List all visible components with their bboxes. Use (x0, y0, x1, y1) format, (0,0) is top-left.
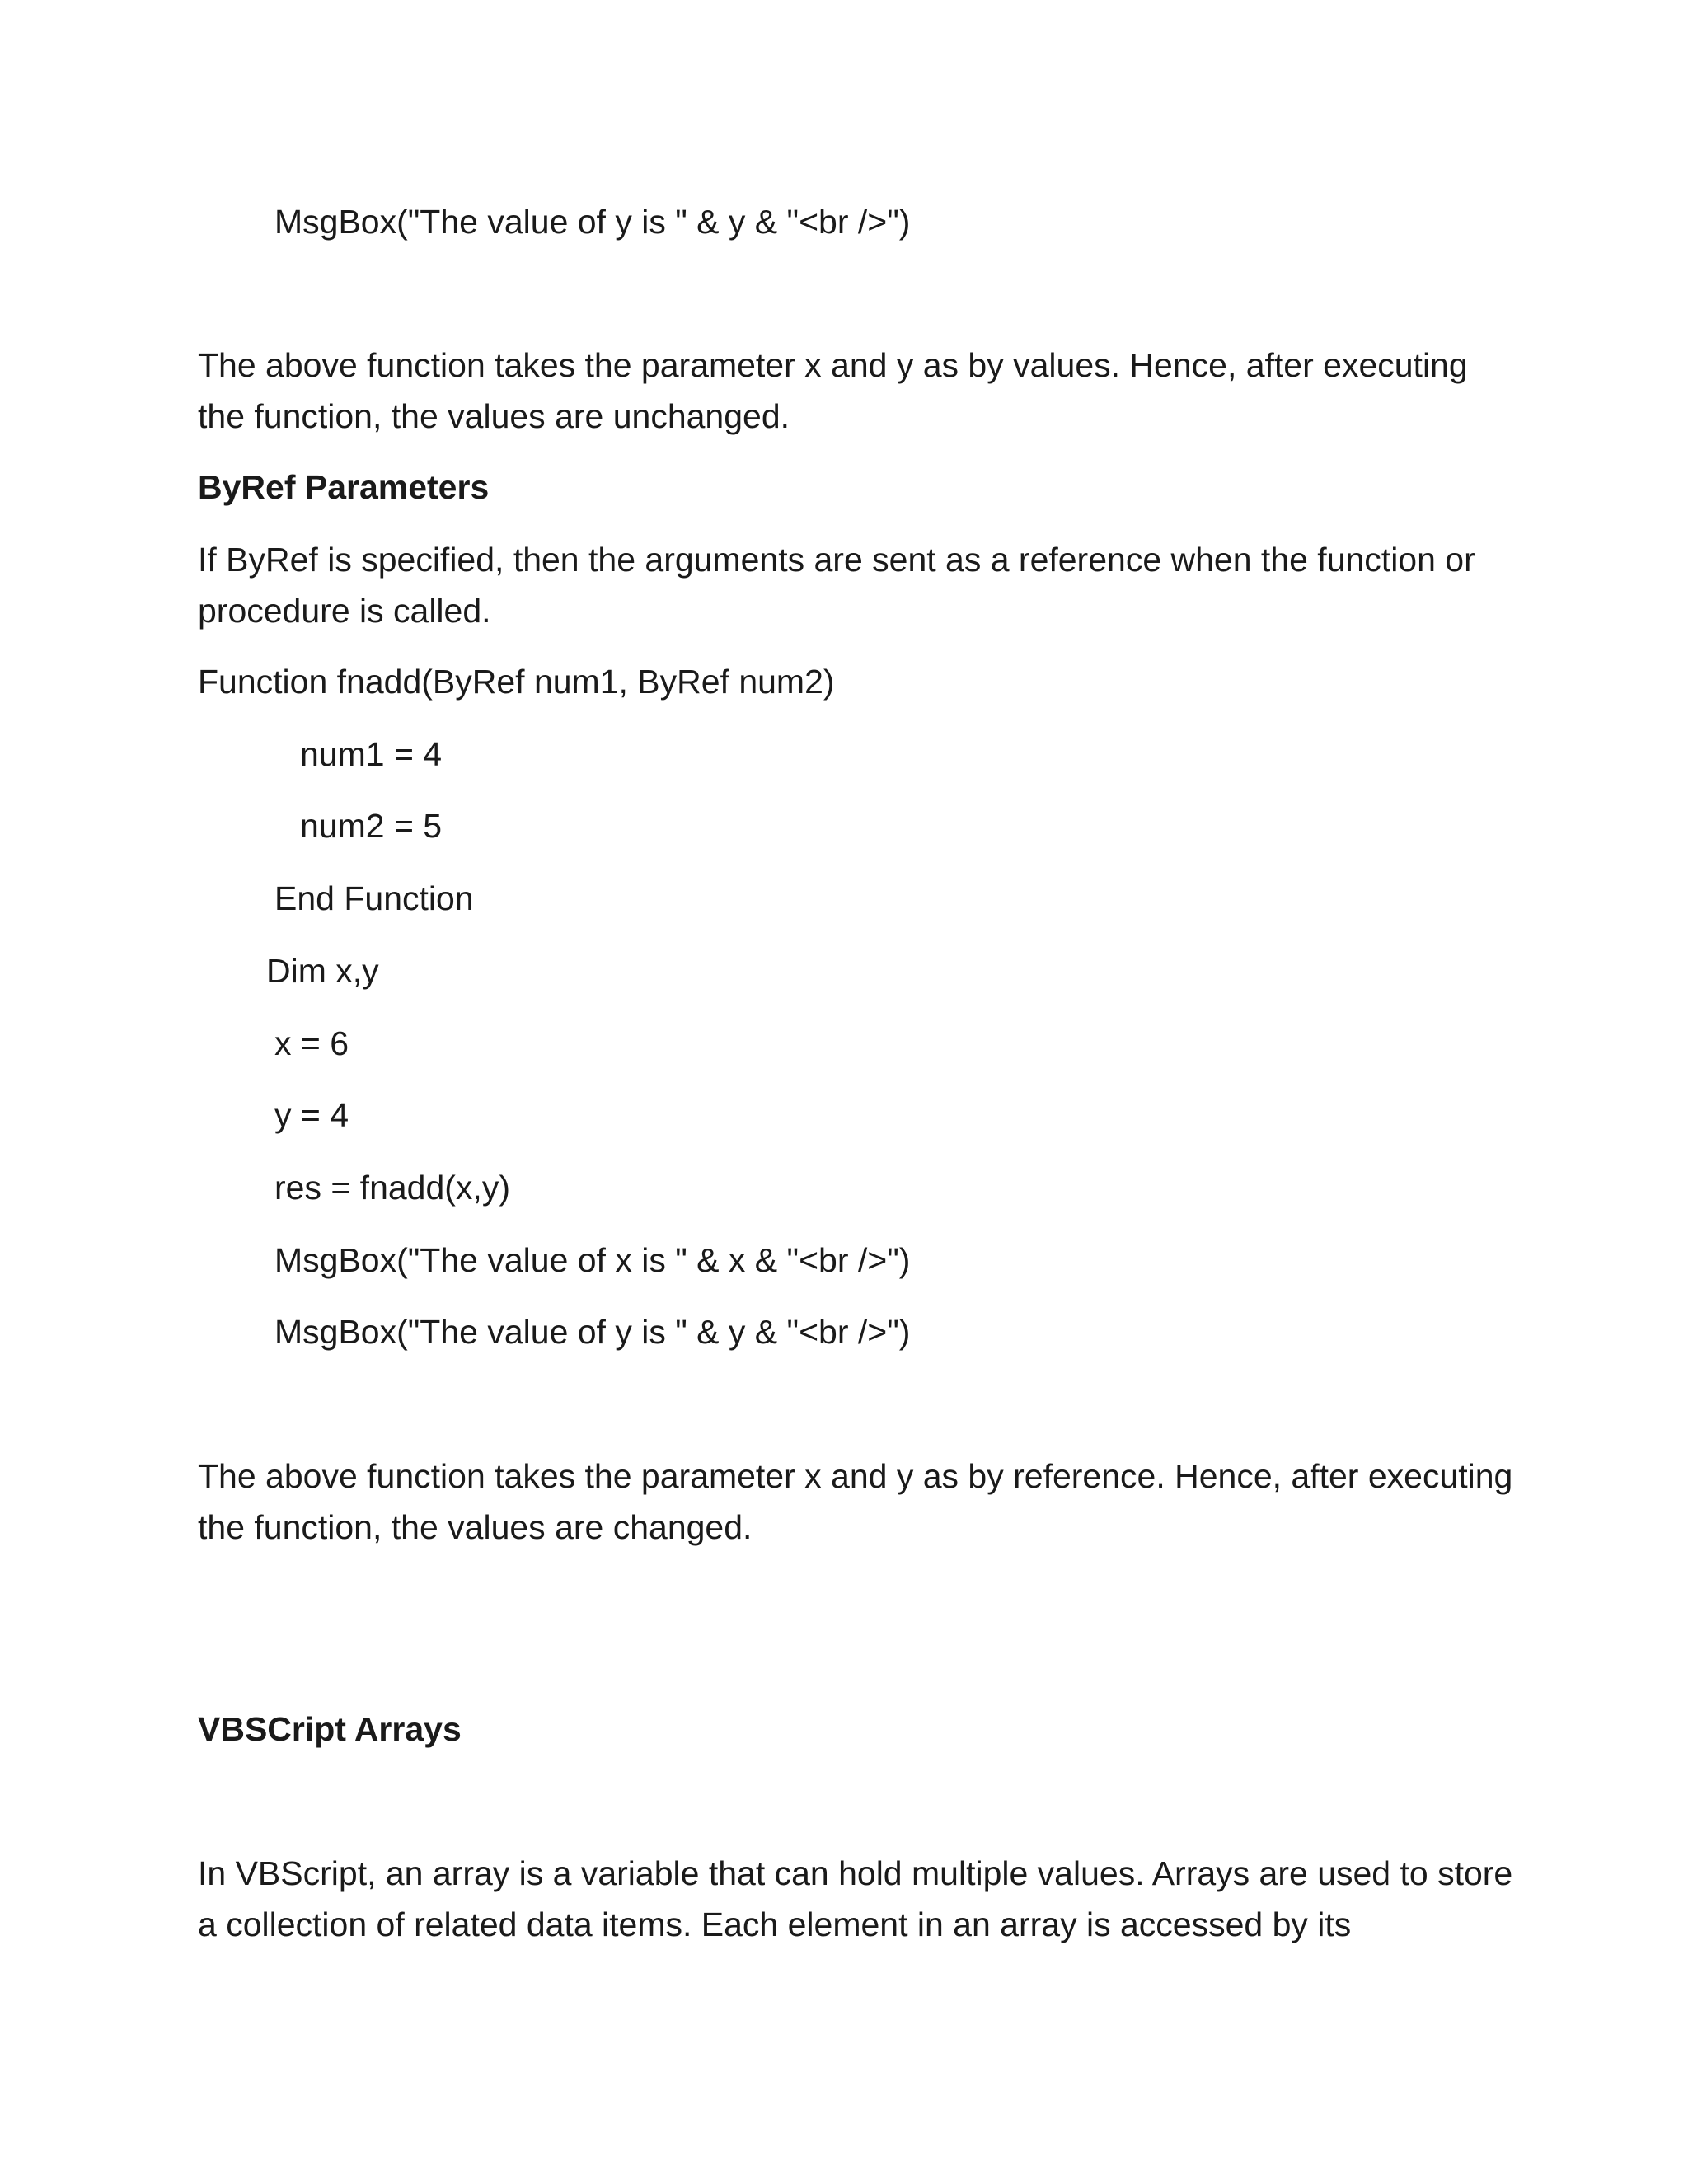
paragraph-byref-explanation: The above function takes the parameter x and y as by reference. Hence, after executing the function, the values are changed. (198, 1457, 1513, 1546)
heading-vbscript-arrays: VBSCript Arrays (198, 1710, 462, 1748)
code-line-msgbox-y-1: MsgBox("The value of y is " & y & "<br />") (274, 203, 911, 241)
heading-byref-parameters: ByRef Parameters (198, 468, 490, 506)
code-line-msgbox-y-2: MsgBox("The value of y is " & y & "<br />") (274, 1313, 911, 1351)
code-line-assign-y: y = 4 (274, 1096, 349, 1134)
code-line-msgbox-x: MsgBox("The value of x is " & x & "<br />") (274, 1241, 911, 1279)
code-line-assign-num2: num2 = 5 (300, 807, 443, 845)
paragraph-byref-intro: If ByRef is specified, then the arguments are sent as a reference when the function or procedure is called. (198, 541, 1475, 630)
code-line-assign-x: x = 6 (274, 1024, 349, 1062)
paragraph-arrays-intro: In VBScript, an array is a variable that can hold multiple values. Arrays are used to store a collection of related data items. Each element in an array is accessed by its (198, 1854, 1513, 1943)
code-line-end-function: End Function (274, 879, 474, 917)
code-line-assign-num1: num1 = 4 (300, 735, 443, 773)
code-line-dim-xy: Dim x,y (266, 952, 379, 990)
code-line-function-decl: Function fnadd(ByRef num1, ByRef num2) (198, 663, 835, 701)
paragraph-byval-explanation: The above function takes the parameter x and y as by values. Hence, after executing the function, the values are unchanged. (198, 346, 1468, 435)
code-line-res-call: res = fnadd(x,y) (274, 1169, 510, 1207)
